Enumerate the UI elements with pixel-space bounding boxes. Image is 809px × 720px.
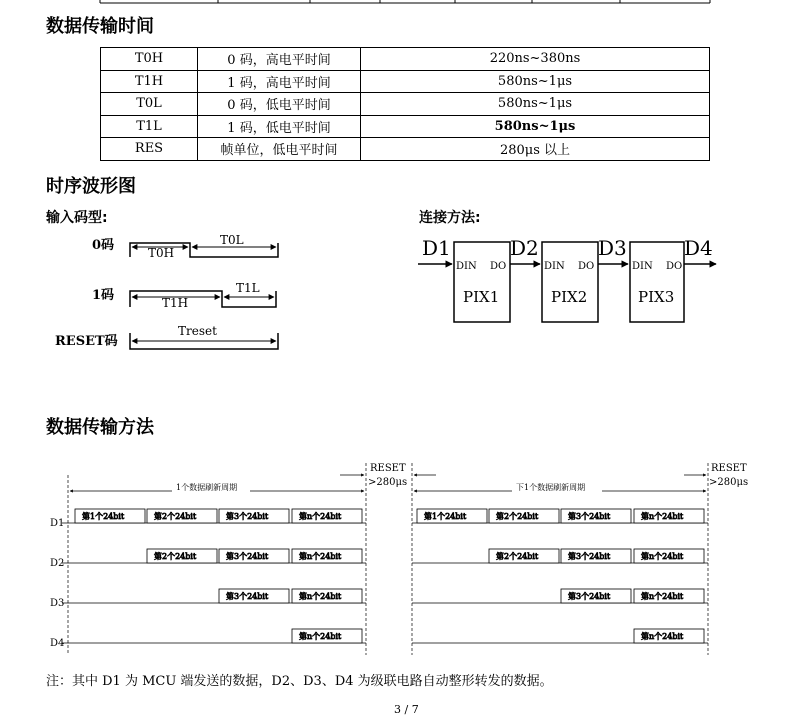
pin-do: DO [666, 261, 683, 272]
connection-label: 连接方法: [419, 210, 481, 226]
t1l-label: T1L [236, 281, 260, 295]
bit-block-label: 第3个24bit [226, 592, 269, 601]
table-cell: 帧单位，低电平时间 [198, 138, 361, 161]
code0-label: 0码 [92, 238, 115, 253]
waveform-section-title: 时序波形图 [46, 176, 136, 197]
t0l-label: T0L [220, 233, 244, 247]
bit-block-label: 第2个24bit [154, 552, 197, 561]
pix1-chip [454, 242, 510, 322]
pin-do: DO [578, 261, 595, 272]
input-code-waveform [0, 225, 400, 360]
table-cell: T0H [101, 48, 198, 71]
bit-block-label: 第n个24bit [299, 632, 342, 641]
bit-block-label: 第n个24bit [641, 552, 684, 561]
table-row [101, 115, 710, 138]
bit-block-label: 第n个24bit [299, 552, 342, 561]
bit-block-label: 第3个24bit [568, 592, 611, 601]
cascade-connection-diagram [410, 230, 730, 330]
t1h-label: T1H [162, 296, 189, 310]
bit-block-label: 第n个24bit [299, 512, 342, 521]
reset-time-label: >280μs [368, 477, 408, 488]
table-cell: T1H [101, 70, 198, 93]
table-cell: 220ns~380ns [361, 48, 710, 71]
bit-block-label: 第2个24bit [154, 512, 197, 521]
timing-section-title: 数据传输时间 [46, 16, 154, 37]
d1-label: D1 [422, 236, 451, 260]
table-cell: 1 码，低电平时间 [198, 115, 361, 138]
table-row [101, 70, 710, 93]
pin-din: DIN [456, 261, 477, 272]
bit-block-label: 第1个24bit [82, 512, 125, 521]
pix2-label: PIX2 [551, 288, 588, 306]
transfer-section-title: 数据传输方法 [46, 417, 154, 438]
pin-do: DO [490, 261, 507, 272]
reset-code-label: RESET码 [55, 334, 118, 349]
table-cell: T1L [101, 115, 198, 138]
bit-block-label: 第n个24bit [641, 592, 684, 601]
line-label-d2: D2 [50, 558, 65, 569]
table-cell: 1 码，高电平时间 [198, 70, 361, 93]
reset-time-label: >280μs [709, 477, 749, 488]
bit-block-label: 第3个24bit [226, 512, 269, 521]
bit-block-label: 第2个24bit [496, 552, 539, 561]
line-label-d4: D4 [50, 638, 65, 649]
bit-block-label: 第2个24bit [496, 512, 539, 521]
data-transfer-diagram [0, 455, 809, 660]
d3-label: D3 [598, 236, 627, 260]
page-number: 3 / 7 [394, 703, 419, 716]
pix3-label: PIX3 [638, 288, 675, 306]
bit-block-label: 第3个24bit [568, 552, 611, 561]
input-code-label: 输入码型: [46, 210, 108, 226]
t0h-label: T0H [148, 246, 175, 260]
line-label-d3: D3 [50, 598, 65, 609]
table-cell: T0L [101, 93, 198, 116]
pix3-chip [630, 242, 684, 322]
table-cell: 0 码，低电平时间 [198, 93, 361, 116]
pix1-label: PIX1 [463, 288, 500, 306]
period1-label: 1个数据刷新周期 [176, 483, 238, 492]
table-cell: RES [101, 138, 198, 161]
footnote: 注：其中 D1 为 MCU 端发送的数据，D2、D3、D4 为级联电路自动整形转发的数据。 [46, 674, 553, 689]
bit-block-label: 第n个24bit [641, 632, 684, 641]
d4-label: D4 [684, 236, 713, 260]
bit-block-label: 第3个24bit [568, 512, 611, 521]
table-cell: 580ns~1μs [361, 70, 710, 93]
reset-label: RESET [711, 463, 747, 474]
d2-label: D2 [510, 236, 539, 260]
table-cell: 280μs 以上 [361, 138, 710, 161]
code1-label: 1码 [92, 288, 115, 303]
table-cell: 580ns~1μs [361, 93, 710, 116]
period2-label: 下1个数据刷新周期 [516, 483, 586, 492]
pin-din: DIN [632, 261, 653, 272]
bit-block-label: 第3个24bit [226, 552, 269, 561]
bit-block-label: 第1个24bit [424, 512, 467, 521]
table-cell: 0 码，高电平时间 [198, 48, 361, 71]
previous-table-remnant [0, 0, 809, 6]
table-row [101, 138, 710, 161]
timing-table [100, 47, 710, 161]
treset-label: Treset [178, 324, 217, 338]
line-label-d1: D1 [50, 518, 65, 529]
reset-label: RESET [370, 463, 406, 474]
table-row [101, 48, 710, 71]
bit-block-label: 第n个24bit [299, 592, 342, 601]
table-cell: 580ns~1μs [361, 115, 710, 138]
pin-din: DIN [544, 261, 565, 272]
table-row [101, 93, 710, 116]
pix2-chip [542, 242, 598, 322]
bit-block-label: 第n个24bit [641, 512, 684, 521]
